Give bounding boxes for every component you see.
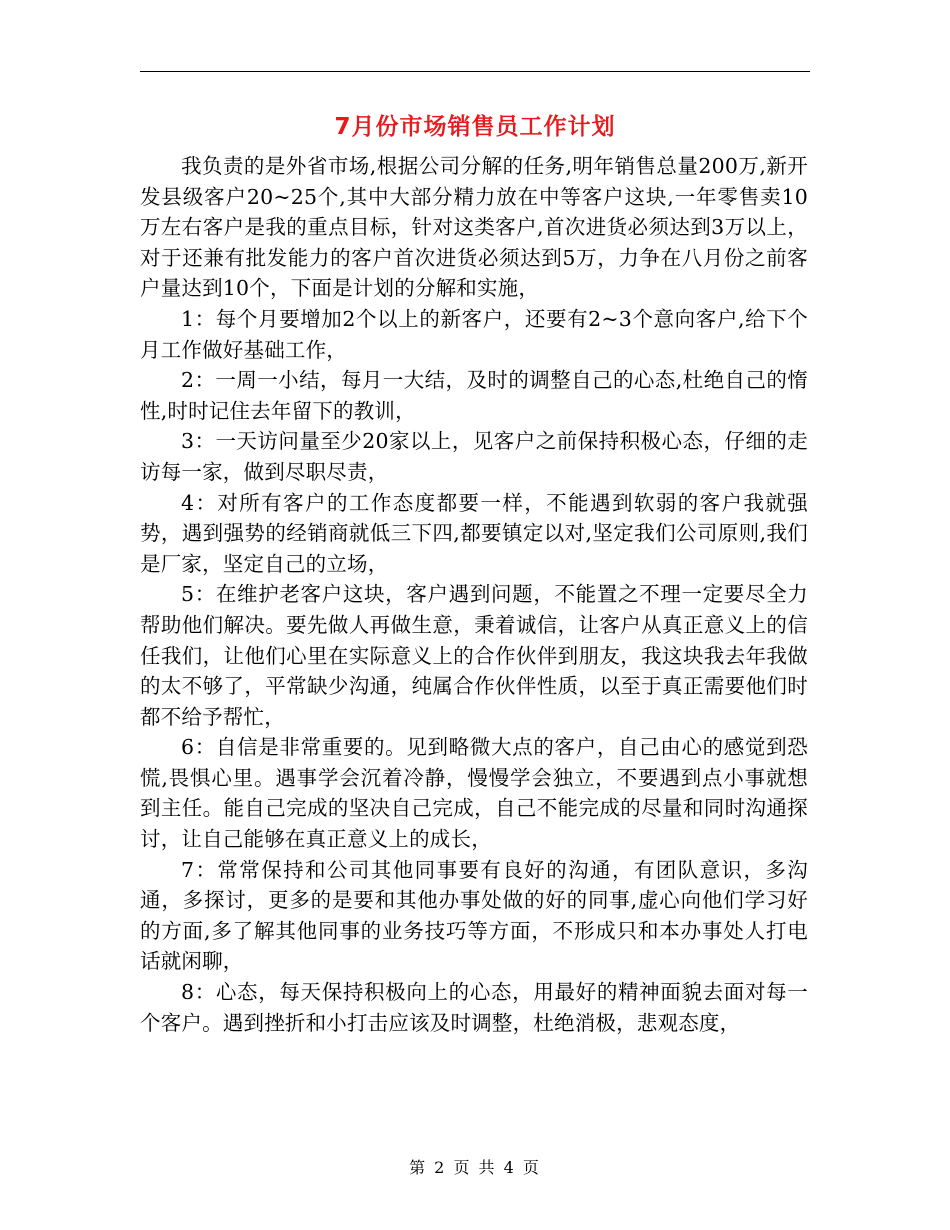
document-title: 7月份市场销售员工作计划 <box>334 114 616 140</box>
document-body <box>140 151 808 1038</box>
paragraph-item-4: 4：对所有客户的工作态度都要一样，不能遇到软弱的客户我就强势，遇到强势的经销商就低三下四,都要镇定以对,坚定我们公司原则,我们是厂家，坚定自己的立场， <box>140 490 808 576</box>
page-number-label: 第 2 页 共 4 页 <box>409 1158 541 1177</box>
paragraph-item-6: 6：自信是非常重要的。见到略微大点的客户，自己由心的感觉到恐慌,畏惧心里。遇事学会沉着冷静，慢慢学会独立，不要遇到点小事就想到主任。能自己完成的坚决自己完成，自己不能完成的尽量和同时沟通探讨，让自己能够在真正意义上的成长， <box>140 735 808 852</box>
paragraph-item-7: 7：常常保持和公司其他同事要有良好的沟通，有团队意识，多沟通，多探讨，更多的是要和其他办事处做的好的同事,虚心向他们学习好的方面,多了解其他同事的业务技巧等方面，不形成只和本办事处人打电话就闲聊， <box>140 857 808 974</box>
paragraph-item-5: 5：在维护老客户这块，客户遇到问题，不能置之不理一定要尽全力帮助他们解决。要先做人再做生意，秉着诚信，让客户从真正意义上的信任我们，让他们心里在实际意义上的合作伙伴到朋友，我这块我去年我做的太不够了，平常缺少沟通，纯属合作伙伴性质，以至于真正需要他们时都不给予帮忙， <box>140 582 808 729</box>
page-footer <box>0 1155 950 1178</box>
header-rule <box>140 71 810 72</box>
paragraph-intro: 我负责的是外省市场,根据公司分解的任务,明年销售总量200万,新开发县级客户20~25个,其中大部分精力放在中等客户这块,一年零售卖10万左右客户是我的重点目标，针对这类客户,首次进货必须达到3万以上，对于还兼有批发能力的客户首次进货必须达到5万，力争在八月份之前客户量达到10个，下面是计划的分解和实施， <box>140 154 808 301</box>
paragraph-item-2: 2：一周一小结，每月一大结，及时的调整自己的心态,杜绝自己的惰性,时时记住去年留下的教训， <box>140 368 808 423</box>
paragraph-item-1: 1：每个月要增加2个以上的新客户，还要有2~3个意向客户,给下个月工作做好基础工作， <box>140 306 808 362</box>
paragraph-item-8: 8：心态，每天保持积极向上的心态，用最好的精神面貌去面对每一个客户。遇到挫折和小打击应该及时调整，杜绝消极，悲观态度， <box>140 980 808 1035</box>
paragraph-item-3: 3：一天访问量至少20家以上，见客户之前保持积极心态，仔细的走访每一家，做到尽职尽责， <box>140 429 808 484</box>
